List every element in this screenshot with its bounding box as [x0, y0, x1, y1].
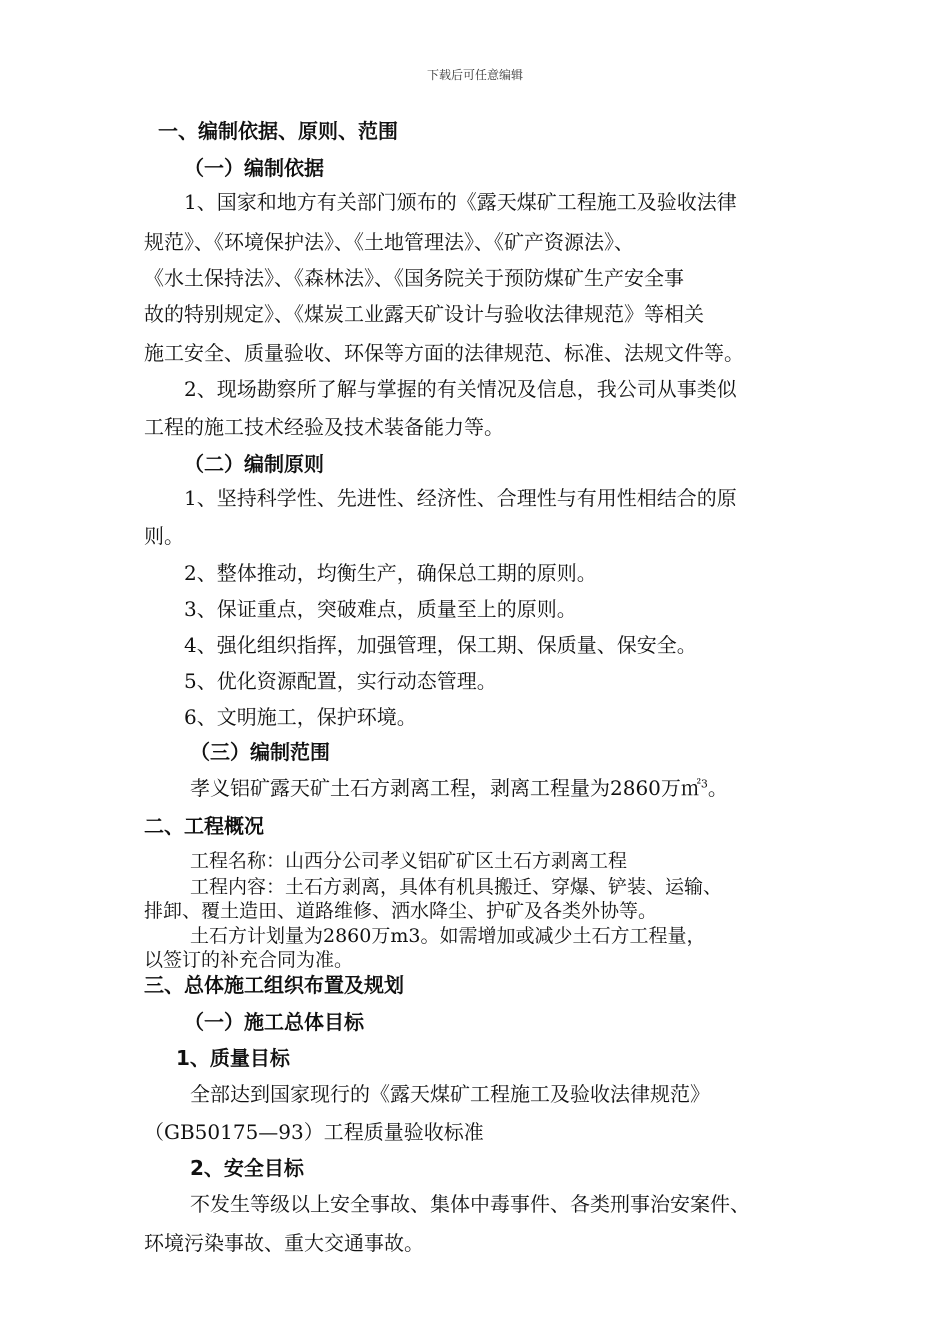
paragraph-line: 1、坚持科学性、先进性、经济性、合理性与有用性相结合的原 [184, 486, 737, 510]
paragraph-line: 《水土保持法》、《森林法》、《国务院关于预防煤矿生产安全事 [144, 266, 684, 290]
paragraph-line: 不发生等级以上安全事故、集体中毒事件、各类刑事治安案件、 [190, 1192, 750, 1216]
scope-superscript: 3 [700, 777, 708, 791]
list-item: 4、强化组织指挥，加强管理，保工期、保质量、保安全。 [184, 633, 697, 657]
paragraph-line: 故的特别规定》、《煤炭工业露天矿设计与验收法律规范》等相关 [144, 302, 704, 326]
paragraph-line: 全部达到国家现行的《露天煤矿工程施工及验收法律规范》 [190, 1082, 710, 1106]
subsection-heading-basis: （一）编制依据 [184, 156, 324, 180]
paragraph-line: （GB50175—93）工程质量验收标准 [144, 1120, 484, 1144]
list-item: 2、整体推动，均衡生产，确保总工期的原则。 [184, 561, 597, 585]
paragraph-line: 环境污染事故、重大交通事故。 [144, 1231, 424, 1255]
paragraph-line: 2、现场勘察所了解与掌握的有关情况及信息，我公司从事类似 [184, 377, 737, 401]
paragraph-line: 则。 [144, 524, 184, 548]
paragraph-line: 工程名称：山西分公司孝义铝矿矿区土石方剥离工程 [190, 850, 628, 872]
goal-heading-quality: 1、质量目标 [176, 1046, 290, 1070]
paragraph-line: 1、国家和地方有关部门颁布的《露天煤矿工程施工及验收法律 [184, 190, 737, 214]
list-item: 6、文明施工，保护环境。 [184, 705, 417, 729]
paragraph-line: 施工安全、质量验收、环保等方面的法律规范、标准、法规文件等。 [144, 341, 744, 365]
scope-line [190, 776, 728, 800]
paragraph-line: 规范》、《环境保护法》、《土地管理法》、《矿产资源法》、 [144, 230, 634, 254]
scope-tail: 。 [707, 776, 728, 800]
section-heading-1: 一、编制依据、原则、范围 [158, 119, 398, 143]
paragraph-line: 排卸、覆土造田、道路维修、洒水降尘、护矿及各类外协等。 [144, 900, 658, 922]
scope-text: 孝义铝矿露天矿土石方剥离工程，剥离工程量为2860万㎡ [190, 776, 701, 800]
subsection-heading-scope: （三）编制范围 [190, 740, 330, 764]
goal-heading-safety: 2、安全目标 [190, 1156, 304, 1180]
paragraph-line: 以签订的补充合同为准。 [144, 949, 354, 971]
section-heading-2: 二、工程概况 [144, 814, 264, 838]
paragraph-line: 工程的施工技术经验及技术装备能力等。 [144, 415, 504, 439]
paragraph-line: 土石方计划量为2860万m3。如需增加或减少土石方工程量， [190, 925, 706, 947]
subsection-heading-goals: （一）施工总体目标 [184, 1010, 364, 1034]
list-item: 5、优化资源配置，实行动态管理。 [184, 669, 497, 693]
subsection-heading-principles: （二）编制原则 [184, 452, 324, 476]
list-item: 3、保证重点，突破难点，质量至上的原则。 [184, 597, 577, 621]
page-header: 下载后可任意编辑 [426, 68, 523, 82]
paragraph-line: 工程内容：土石方剥离，具体有机具搬迁、穿爆、铲装、运输、 [190, 876, 723, 898]
section-heading-3: 三、总体施工组织布置及规划 [144, 973, 404, 997]
